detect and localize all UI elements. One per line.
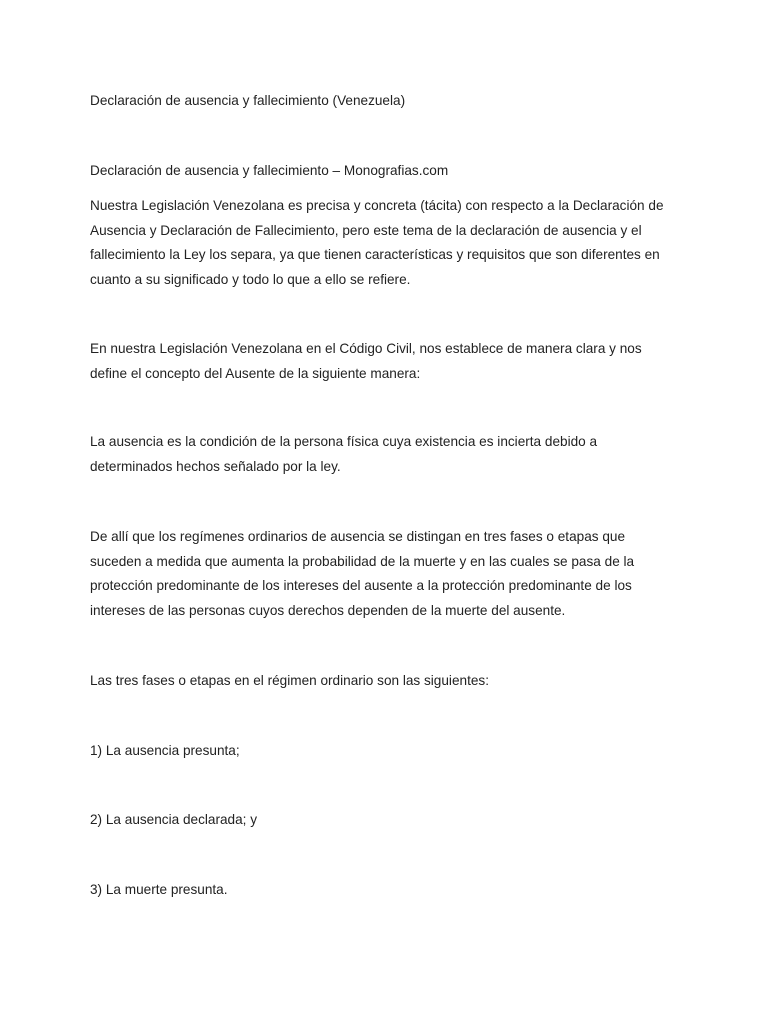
list-item: 1) La ausencia presunta; — [90, 743, 240, 758]
list-item: 2) La ausencia declarada; y — [90, 812, 258, 827]
paragraph-definition: La ausencia es la condición de la persona física cuya existencia es incierta debido a determinados hechos señalado por la ley. — [90, 434, 598, 474]
source-heading: Declaración de ausencia y fallecimiento – Monografias.com — [90, 163, 449, 178]
paragraph-list-intro: Las tres fases o etapas en el régimen ordinario son las siguientes: — [90, 673, 489, 688]
paragraph-codigo-civil: En nuestra Legislación Venezolana en el Código Civil, nos establece de manera clara y nos define el concepto del Ausente de la siguiente manera: — [90, 341, 642, 381]
list-item: 3) La muerte presunta. — [90, 882, 228, 897]
paragraph-intro: Nuestra Legislación Venezolana es precisa y concreta (tácita) con respecto a la Declaración de Ausencia y Declaración de Fallecimiento, pero este tema de la declaración de ausencia y el fallecimiento la Ley los separa, ya que tienen características y requisitos que son diferentes en cuanto a su significado y todo lo que a ello se refiere. — [90, 198, 664, 287]
paragraph-phases: De allí que los regímenes ordinarios de ausencia se distingan en tres fases o etapas que suceden a medida que aumenta la probabilidad de la muerte y en las cuales se pasa de la protección predominante de los intereses del ausente a la protección predominante de los intereses de las personas cuyos derechos dependen de la muerte del ausente. — [90, 529, 635, 618]
document-title: Declaración de ausencia y fallecimiento (Venezuela) — [90, 93, 406, 108]
